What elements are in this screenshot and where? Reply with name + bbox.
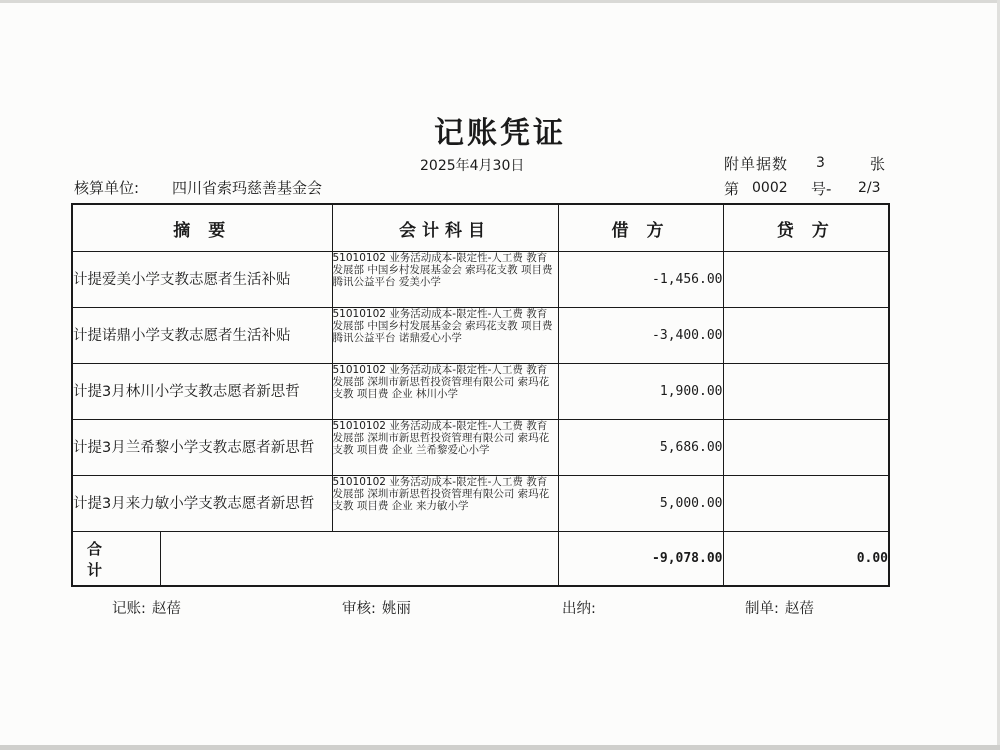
table-row [72,308,889,364]
row-credit [723,420,889,476]
page-edge-bottom [0,745,1000,750]
table-header-row [72,204,889,252]
bookkeeper-name: 赵蓓 [151,601,181,617]
cashier-label: 出纳: [562,601,596,617]
voucher-number: 0002 [752,180,788,196]
total-label-cell [72,532,558,587]
row-account: 51010102 业务活动成本-限定性-人工费 教育发展部 深圳市新思哲投资管理有限公司 索玛花支教 项目费 企业 兰希黎爱心小学 [332,420,558,476]
row-account: 51010102 业务活动成本-限定性-人工费 教育发展部 深圳市新思哲投资管理有限公司 索玛花支教 项目费 企业 来力敏小学 [332,476,558,532]
voucher-number-suffix: 号- [811,180,832,198]
row-summary: 计提3月来力敏小学支教志愿者新思哲 [72,476,332,532]
row-debit: 5,000.00 [558,476,723,532]
row-credit [723,364,889,420]
voucher-table [71,203,890,587]
attachment-count: 3 [816,155,825,171]
table-row [72,364,889,420]
row-debit: -1,456.00 [558,252,723,308]
row-debit: -3,400.00 [558,308,723,364]
accounting-unit-label: 核算单位: [74,179,140,197]
preparer-label: 制单: [745,601,779,617]
total-row [72,532,889,587]
voucher-date: 2025年4月30日 [420,158,525,174]
voucher-title: 记账凭证 [434,116,566,151]
total-blank [161,532,558,585]
row-credit [723,308,889,364]
total-credit: 0.00 [723,532,889,587]
signature-preparer [745,597,814,618]
row-account: 51010102 业务活动成本-限定性-人工费 教育发展部 中国乡村发展基金会 索玛花支教 项目费 腾讯公益平台 诺鼎爱心小学 [332,308,558,364]
header-credit: 贷 方 [723,204,889,252]
header-summary: 摘 要 [72,204,332,252]
row-summary: 计提3月兰希黎小学支教志愿者新思哲 [72,420,332,476]
total-label: 合 计 [73,532,161,585]
accounting-unit-name: 四川省索玛慈善基金会 [172,179,323,197]
attachment-label: 附单据数 [724,155,789,173]
row-credit [723,476,889,532]
header-account: 会计科目 [332,204,558,252]
row-summary: 计提诺鼎小学支教志愿者生活补贴 [72,308,332,364]
table-row [72,420,889,476]
reviewer-label: 审核: [342,601,376,617]
header-debit: 借 方 [558,204,723,252]
signature-reviewer [342,597,411,618]
total-debit: -9,078.00 [558,532,723,587]
table-row [72,252,889,308]
row-debit: 5,686.00 [558,420,723,476]
preparer-name: 赵蓓 [784,601,814,617]
page-edge-top [0,0,1000,3]
row-summary: 计提3月林川小学支教志愿者新思哲 [72,364,332,420]
signature-bookkeeper [112,597,181,618]
attachment-unit: 张 [870,155,886,173]
signature-cashier [562,597,602,618]
table-row [72,476,889,532]
row-account: 51010102 业务活动成本-限定性-人工费 教育发展部 中国乡村发展基金会 索玛花支教 项目费 腾讯公益平台 爱美小学 [332,252,558,308]
reviewer-name: 姚丽 [381,601,411,617]
bookkeeper-label: 记账: [112,601,146,617]
voucher-number-prefix: 第 [724,180,740,198]
row-debit: 1,900.00 [558,364,723,420]
row-summary: 计提爱美小学支教志愿者生活补贴 [72,252,332,308]
voucher-page: 2/3 [858,180,881,196]
row-account: 51010102 业务活动成本-限定性-人工费 教育发展部 深圳市新思哲投资管理有限公司 索玛花支教 项目费 企业 林川小学 [332,364,558,420]
row-credit [723,252,889,308]
